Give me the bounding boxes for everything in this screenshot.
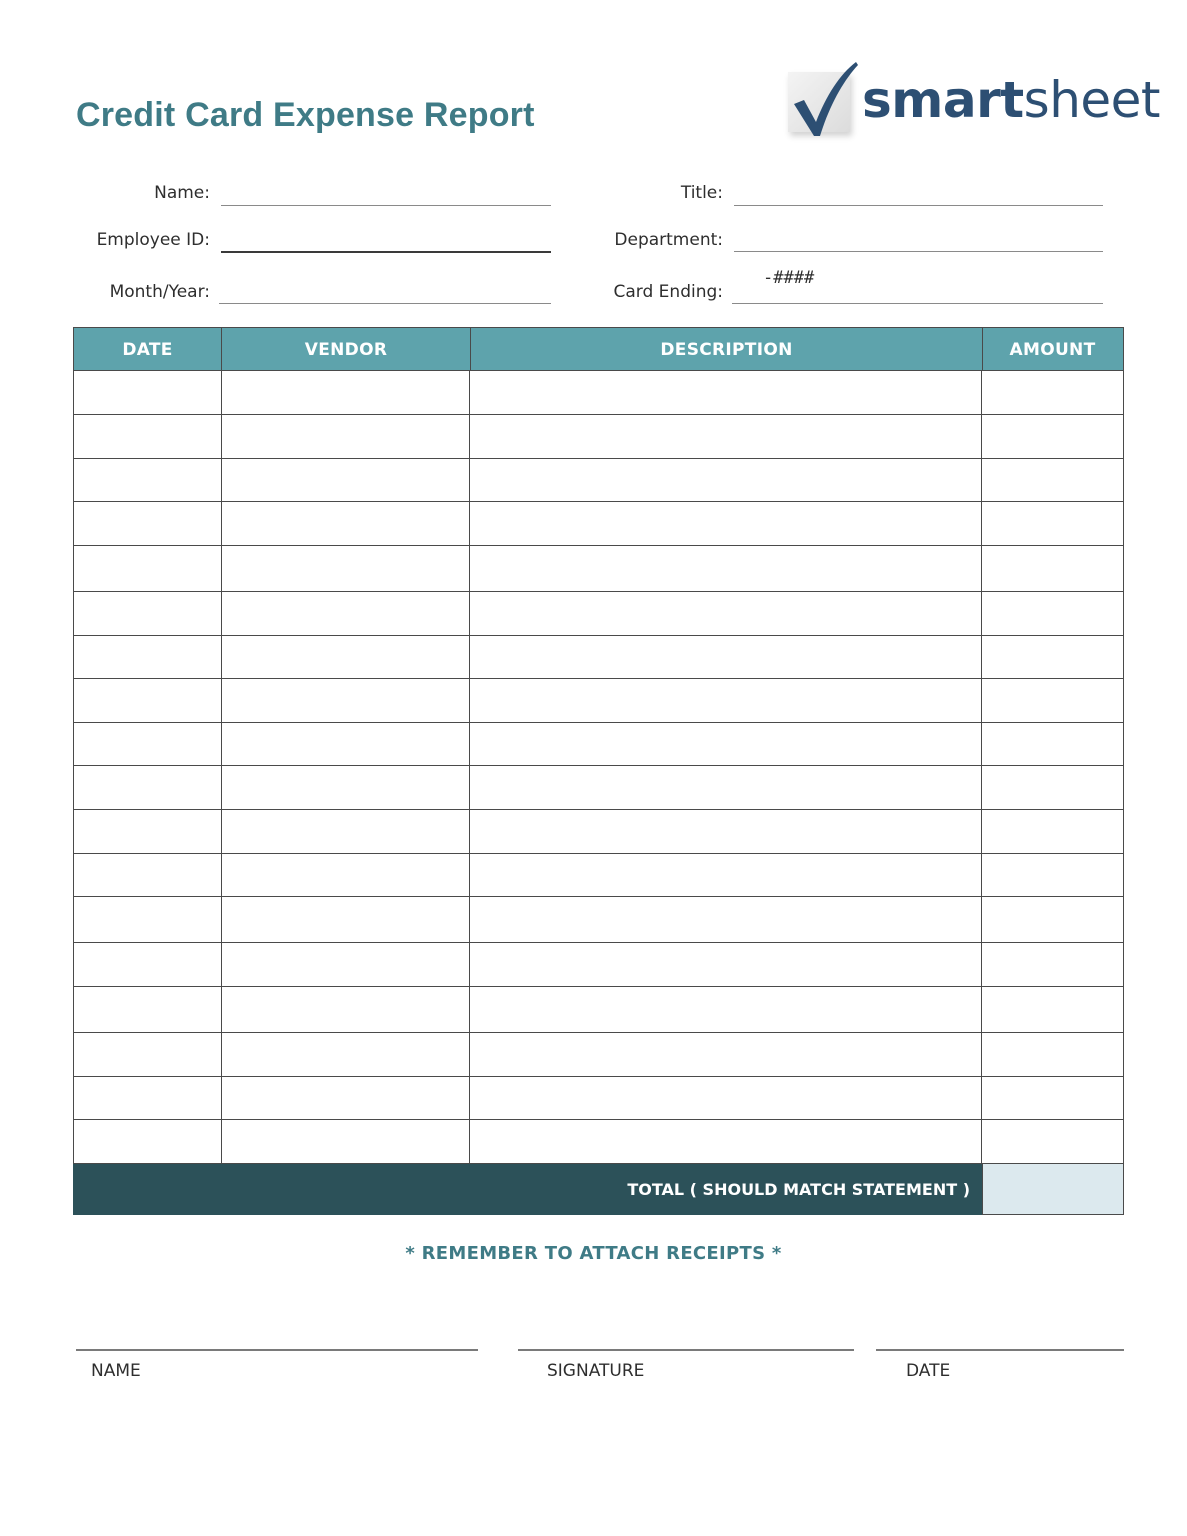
reminder-note: * REMEMBER TO ATTACH RECEIPTS * <box>405 1243 782 1264</box>
cell-amount[interactable] <box>982 1033 1124 1076</box>
smartsheet-logo <box>786 60 1161 146</box>
cell-amount[interactable] <box>982 723 1124 765</box>
card-ending-label: Card Ending: <box>613 282 723 302</box>
cell-description[interactable] <box>470 546 982 591</box>
cell-description[interactable] <box>470 415 982 458</box>
cell-vendor[interactable] <box>221 679 470 722</box>
card-ending-field[interactable] <box>732 303 1103 304</box>
month-year-field[interactable] <box>219 303 551 304</box>
cell-amount[interactable] <box>982 943 1124 986</box>
cell-amount[interactable] <box>982 459 1124 501</box>
cell-description[interactable] <box>470 636 982 678</box>
table-row <box>73 546 1124 592</box>
total-amount-cell[interactable] <box>982 1164 1124 1215</box>
date-signature-label: DATE <box>906 1361 951 1381</box>
cell-description[interactable] <box>470 897 982 942</box>
name-signature-line[interactable] <box>76 1349 478 1351</box>
cell-date[interactable] <box>74 415 222 458</box>
name-label: Name: <box>154 183 210 203</box>
department-field[interactable] <box>734 251 1103 252</box>
cell-description[interactable] <box>470 987 982 1032</box>
column-header-description: DESCRIPTION <box>471 328 983 370</box>
cell-vendor[interactable] <box>221 502 470 545</box>
cell-amount[interactable] <box>982 1120 1124 1163</box>
logo-text-bold: smart <box>862 71 1024 129</box>
cell-date[interactable] <box>74 987 222 1032</box>
column-header-vendor: VENDOR <box>222 328 471 370</box>
cell-date[interactable] <box>74 1033 222 1076</box>
table-row <box>73 854 1124 897</box>
date-signature-line[interactable] <box>876 1349 1124 1351</box>
cell-vendor[interactable] <box>221 546 470 591</box>
cell-description[interactable] <box>470 943 982 986</box>
cell-date[interactable] <box>74 459 222 501</box>
checkmark-icon <box>786 60 866 146</box>
cell-date[interactable] <box>74 766 222 809</box>
cell-amount[interactable] <box>982 987 1124 1032</box>
table-row <box>73 810 1124 854</box>
cell-amount[interactable] <box>982 592 1124 635</box>
total-label: TOTAL ( SHOULD MATCH STATEMENT ) <box>627 1180 970 1199</box>
table-row <box>73 459 1124 502</box>
cell-date[interactable] <box>74 854 222 896</box>
month-year-label: Month/Year: <box>109 282 210 302</box>
cell-description[interactable] <box>470 854 982 896</box>
cell-date[interactable] <box>74 723 222 765</box>
cell-date[interactable] <box>74 1120 222 1163</box>
cell-description[interactable] <box>470 1033 982 1076</box>
page-title: Credit Card Expense Report <box>76 96 535 134</box>
table-row <box>73 502 1124 546</box>
cell-amount[interactable] <box>982 766 1124 809</box>
cell-date[interactable] <box>74 592 222 635</box>
column-header-date: DATE <box>74 328 222 370</box>
cell-description[interactable] <box>470 371 982 414</box>
cell-description[interactable] <box>470 723 982 765</box>
cell-description[interactable] <box>470 1077 982 1119</box>
employee-id-field[interactable] <box>221 251 551 253</box>
signature-line[interactable] <box>518 1349 854 1351</box>
cell-amount[interactable] <box>982 502 1124 545</box>
title-label: Title: <box>680 183 723 203</box>
cell-description[interactable] <box>470 1120 982 1163</box>
cell-vendor[interactable] <box>221 854 470 896</box>
total-row <box>73 1164 982 1215</box>
cell-description[interactable] <box>470 766 982 809</box>
cell-date[interactable] <box>74 371 222 414</box>
cell-date[interactable] <box>74 546 222 591</box>
cell-amount[interactable] <box>982 810 1124 853</box>
cell-amount[interactable] <box>982 897 1124 942</box>
cell-date[interactable] <box>74 502 222 545</box>
cell-vendor[interactable] <box>221 371 470 414</box>
cell-description[interactable] <box>470 810 982 853</box>
name-signature-label: NAME <box>91 1361 141 1381</box>
table-row <box>73 987 1124 1033</box>
table-row <box>73 766 1124 810</box>
table-row <box>73 679 1124 723</box>
table-row <box>73 636 1124 679</box>
cell-amount[interactable] <box>982 636 1124 678</box>
table-row <box>73 897 1124 943</box>
cell-date[interactable] <box>74 810 222 853</box>
cell-date[interactable] <box>74 943 222 986</box>
cell-vendor[interactable] <box>221 723 470 765</box>
table-row <box>73 943 1124 987</box>
cell-date[interactable] <box>74 897 222 942</box>
cell-amount[interactable] <box>982 371 1124 414</box>
cell-amount[interactable] <box>982 415 1124 458</box>
department-label: Department: <box>614 230 723 250</box>
cell-amount[interactable] <box>982 546 1124 591</box>
title-field[interactable] <box>734 205 1103 206</box>
table-row <box>73 592 1124 636</box>
cell-vendor[interactable] <box>221 810 470 853</box>
cell-vendor[interactable] <box>221 459 470 501</box>
cell-vendor[interactable] <box>221 943 470 986</box>
cell-vendor[interactable] <box>221 1077 470 1119</box>
table-row <box>73 1077 1124 1120</box>
cell-vendor[interactable] <box>221 766 470 809</box>
cell-vendor[interactable] <box>221 592 470 635</box>
name-field[interactable] <box>221 205 551 206</box>
table-row <box>73 371 1124 415</box>
cell-amount[interactable] <box>982 1077 1124 1119</box>
table-row <box>73 415 1124 459</box>
logo-text-regular: sheet <box>1023 71 1161 129</box>
table-header <box>73 327 1124 371</box>
employee-id-label: Employee ID: <box>96 230 210 250</box>
cell-vendor[interactable] <box>221 1120 470 1163</box>
table-row <box>73 723 1124 766</box>
cell-description[interactable] <box>470 502 982 545</box>
cell-vendor[interactable] <box>221 1033 470 1076</box>
table-row <box>73 1120 1124 1164</box>
cell-vendor[interactable] <box>221 636 470 678</box>
card-ending-value[interactable]: -#### <box>763 268 815 288</box>
cell-description[interactable] <box>470 459 982 501</box>
cell-vendor[interactable] <box>221 987 470 1032</box>
cell-date[interactable] <box>74 636 222 678</box>
cell-amount[interactable] <box>982 854 1124 896</box>
cell-vendor[interactable] <box>221 897 470 942</box>
cell-date[interactable] <box>74 679 222 722</box>
logo-wordmark <box>862 70 1160 130</box>
cell-amount[interactable] <box>982 679 1124 722</box>
cell-date[interactable] <box>74 1077 222 1119</box>
cell-description[interactable] <box>470 592 982 635</box>
cell-description[interactable] <box>470 679 982 722</box>
cell-vendor[interactable] <box>221 415 470 458</box>
signature-label: SIGNATURE <box>547 1361 645 1381</box>
column-header-amount: AMOUNT <box>1009 340 1096 360</box>
table-row <box>73 1033 1124 1077</box>
